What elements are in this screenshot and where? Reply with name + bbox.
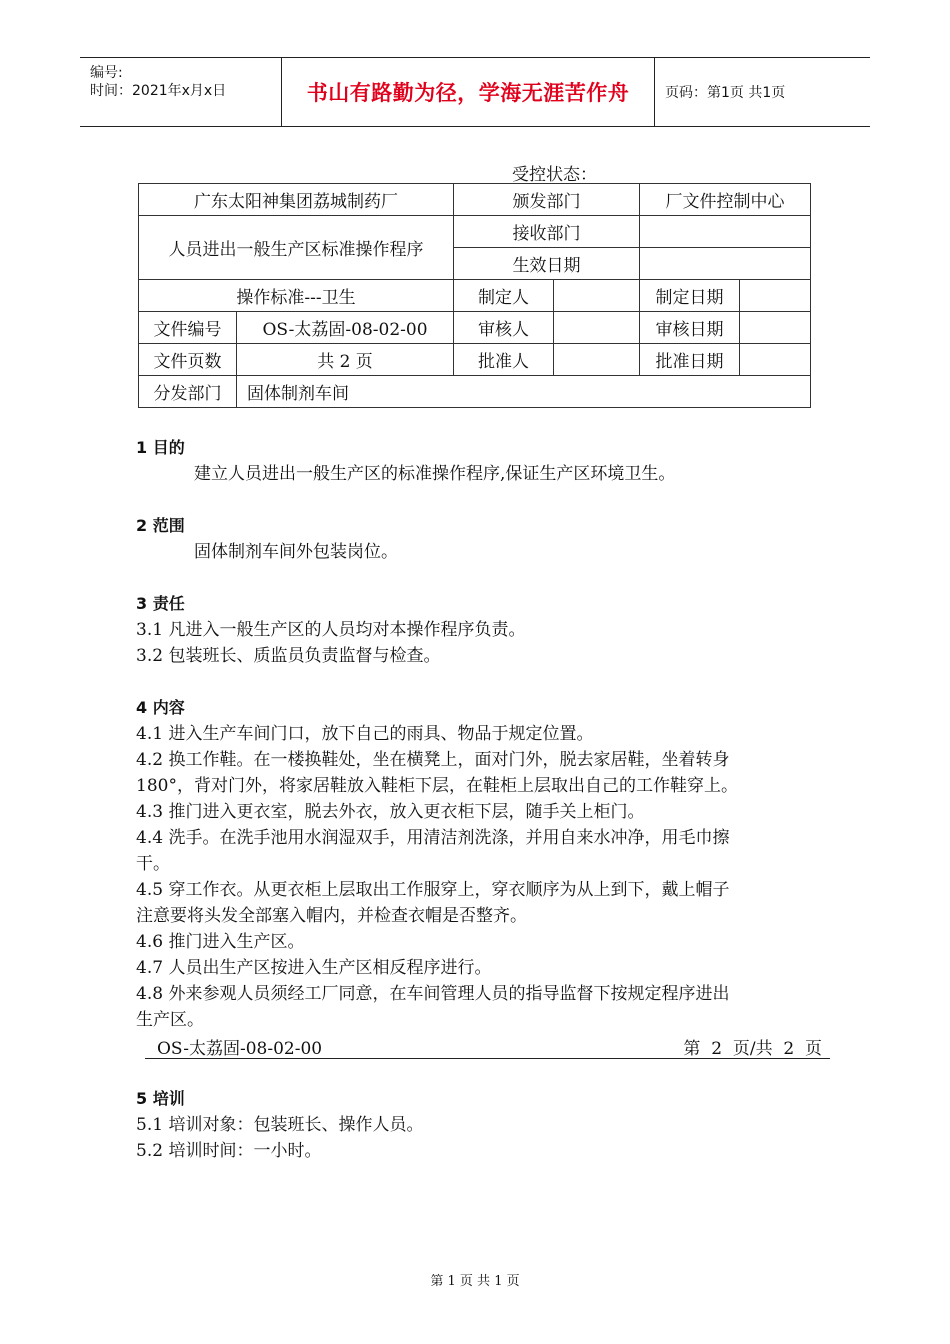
pages-value: 共 2 页	[237, 344, 454, 376]
motto-text: 书山有路勤为径，学海无涯苦作舟	[306, 81, 630, 105]
operation-standard: 操作标准---卫生	[139, 280, 454, 312]
effective-date-value	[640, 248, 811, 280]
section-scope	[136, 513, 398, 565]
dist-dept-label: 分发部门	[139, 376, 237, 408]
list-item: 3.1 凡进入一般生产区的人员均对本操作程序负责。	[136, 620, 526, 640]
paragraph: 建立人员进出一般生产区的标准操作程序,保证生产区环境卫生。	[194, 464, 676, 484]
procedure-title: 人员进出一般生产区标准操作程序	[139, 216, 454, 280]
issue-dept-value: 厂文件控制中心	[640, 184, 811, 216]
list-item: 4.7 人员出生产区按进入生产区相反程序进行。	[136, 958, 492, 978]
document-info-table	[138, 183, 811, 408]
time-label: 时间：2021年x月x日	[90, 83, 227, 99]
section-responsibility	[136, 591, 816, 669]
approve-date-value	[740, 344, 811, 376]
approver-value	[554, 344, 640, 376]
paragraph: 固体制剂车间外包装岗位。	[194, 542, 398, 562]
list-item-continued: 注意要将头发全部塞入帽内，并检查衣帽是否整齐。	[136, 906, 527, 926]
page-separator-line	[145, 1034, 830, 1059]
list-item: 4.5 穿工作衣。从更衣柜上层取出工作服穿上，穿衣顺序为从上到下，戴上帽子	[136, 880, 730, 900]
list-item-continued: 180°，背对门外，将家居鞋放入鞋柜下层，在鞋柜上层取出自己的工作鞋穿上。	[136, 776, 738, 796]
section-content	[136, 695, 816, 1033]
page-code: 页码：第1页 共1页	[665, 85, 786, 101]
issue-dept-label: 颁发部门	[454, 184, 640, 216]
document-header	[80, 57, 870, 127]
approve-date-label: 批准日期	[640, 344, 740, 376]
section-heading: 5 培训	[136, 1089, 185, 1108]
prepared-by-value	[554, 280, 640, 312]
receive-dept-value	[640, 216, 811, 248]
list-item: 4.1 进入生产车间门口，放下自己的雨具、物品于规定位置。	[136, 724, 594, 744]
list-item-continued: 干。	[136, 854, 170, 874]
list-item-continued: 生产区。	[136, 1010, 204, 1030]
page-of: 第 2 页/共 2 页	[683, 1039, 822, 1059]
list-item: 5.1 培训对象：包装班长、操作人员。	[136, 1115, 424, 1135]
section-training	[136, 1086, 816, 1164]
prepared-date-value	[740, 280, 811, 312]
header-meta-cell	[80, 58, 282, 126]
prepared-date-label: 制定日期	[640, 280, 740, 312]
prepared-by-label: 制定人	[454, 280, 554, 312]
list-item: 4.3 推门进入更衣室，脱去外衣，放入更衣柜下层，随手关上柜门。	[136, 802, 645, 822]
header-motto-cell	[282, 58, 655, 126]
pages-label: 文件页数	[139, 344, 237, 376]
review-date-value	[740, 312, 811, 344]
list-item: 4.8 外来参观人员须经工厂同意，在车间管理人员的指导监督下按规定程序进出	[136, 984, 730, 1004]
company-name: 广东太阳神集团荔城制药厂	[139, 184, 454, 216]
list-item: 4.6 推门进入生产区。	[136, 932, 305, 952]
reviewer-value	[554, 312, 640, 344]
effective-date-label: 生效日期	[454, 248, 640, 280]
control-status: 受控状态：	[512, 165, 597, 185]
section-heading: 3 责任	[136, 594, 185, 613]
doc-code: OS-太荔固-08-02-00	[157, 1039, 323, 1059]
list-item: 3.2 包装班长、质监员负责监督与检查。	[136, 646, 441, 666]
reviewer-label: 审核人	[454, 312, 554, 344]
list-item: 4.2 换工作鞋。在一楼换鞋处，坐在横凳上，面对门外，脱去家居鞋，坐着转身	[136, 750, 730, 770]
page-footer: 第 1 页 共 1 页	[430, 1274, 520, 1289]
section-heading: 4 内容	[136, 698, 185, 717]
section-purpose	[136, 435, 675, 487]
approver-label: 批准人	[454, 344, 554, 376]
list-item: 4.4 洗手。在洗手池用水润湿双手，用清洁剂洗涤，并用自来水冲净，用毛巾擦	[136, 828, 730, 848]
serial-number-label: 编号:	[90, 65, 123, 81]
section-heading: 2 范围	[136, 516, 185, 535]
header-page-cell	[655, 58, 870, 126]
section-heading: 1 目的	[136, 438, 185, 457]
file-no-value: OS-太荔固-08-02-00	[237, 312, 454, 344]
dist-dept-value: 固体制剂车间	[237, 376, 811, 408]
receive-dept-label: 接收部门	[454, 216, 640, 248]
review-date-label: 审核日期	[640, 312, 740, 344]
file-no-label: 文件编号	[139, 312, 237, 344]
list-item: 5.2 培训时间：一小时。	[136, 1141, 322, 1161]
